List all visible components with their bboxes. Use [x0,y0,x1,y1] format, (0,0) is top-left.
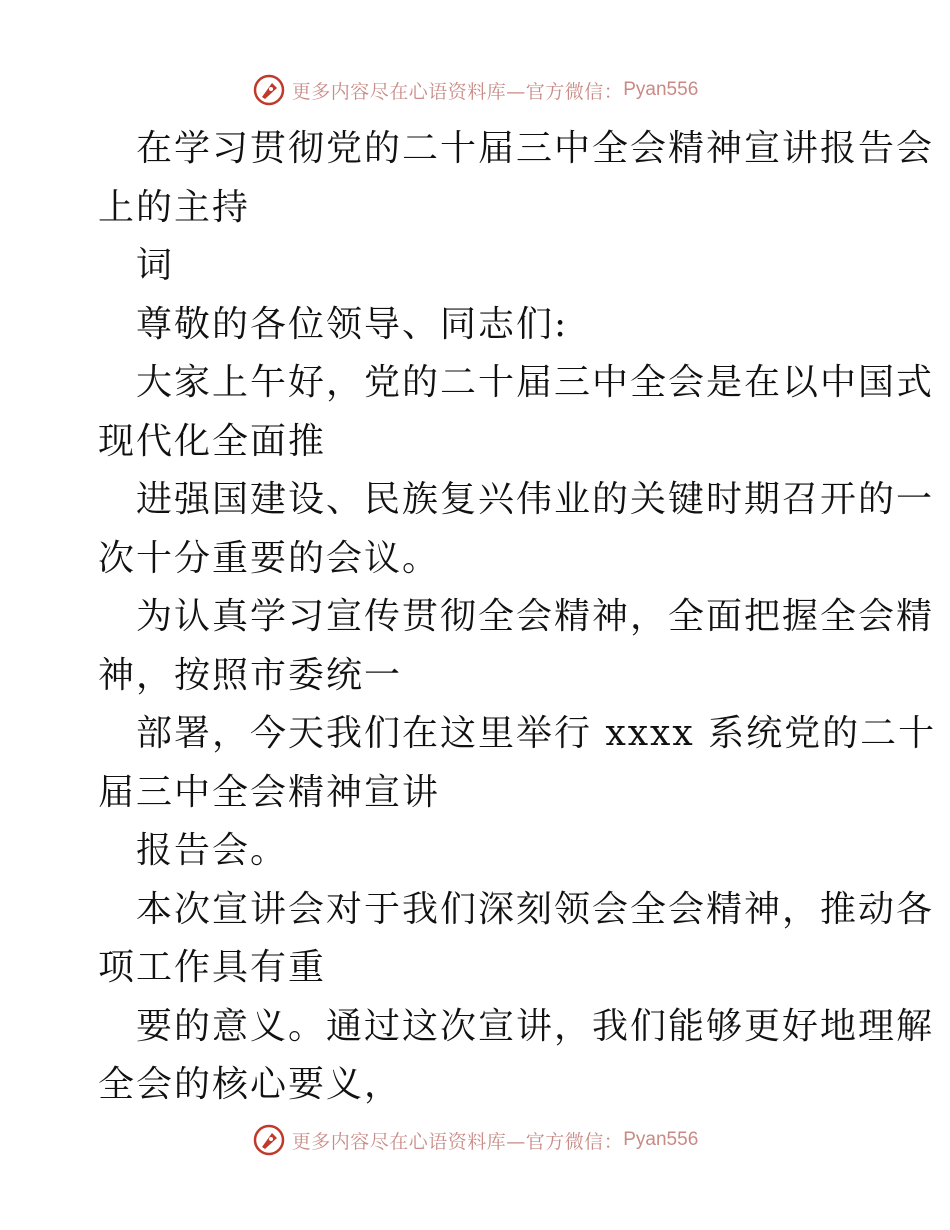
watermark-wechat-label: 官方微信： [525,1130,624,1153]
watermark-wechat-label: 官方微信： [525,80,624,103]
text-line: 部署，今天我们在这里举行 xxxx 系统党的二十 [136,713,937,754]
text-line: 在学习贯彻党的二十届三中全会精神宣讲报告会 [136,128,935,169]
text-line: 上的主持 [98,186,251,228]
text-line: 尊敬的各位领导、同志们: [136,303,569,345]
text-line: 本次宣讲会对于我们深刻领会全会精神，推动各 [136,888,935,930]
text-line: 项工作具有重 [98,947,327,988]
text-line: 现代化全面推 [98,420,327,462]
watermark-site-text: 更多内容尽在心语资料库— [291,80,526,103]
text-line: 报告会。 [136,830,289,871]
watermark-site-text: 更多内容尽在心语资料库— [291,1130,526,1153]
watermark-wechat-id: Pyan556 [623,79,699,100]
text-line: 神，按照市委统一 [98,654,403,696]
document-body [98,120,937,1115]
text-line: 次十分重要的会议。 [98,537,441,579]
text-line: 届三中全会精神宣讲 [98,771,441,813]
text-line: 全会的核心要义， [98,1064,403,1105]
text-line: 要的意义。通过这次宣讲，我们能够更好地理解 [136,1005,935,1047]
pen-nib-logo-icon [252,1123,286,1157]
text-line: 大家上午好，党的二十届三中全会是在以中国式 [136,362,935,403]
text-line: 为认真学习宣传贯彻全会精神，全面把握全会精 [136,596,935,637]
footer-watermark [0,1120,950,1160]
header-watermark [0,70,950,110]
pen-nib-logo-icon [252,73,286,107]
text-line: 进强国建设、民族复兴伟业的关键时期召开的一 [136,479,935,520]
watermark-wechat-id: Pyan556 [623,1129,699,1150]
text-line: 词 [136,245,175,286]
